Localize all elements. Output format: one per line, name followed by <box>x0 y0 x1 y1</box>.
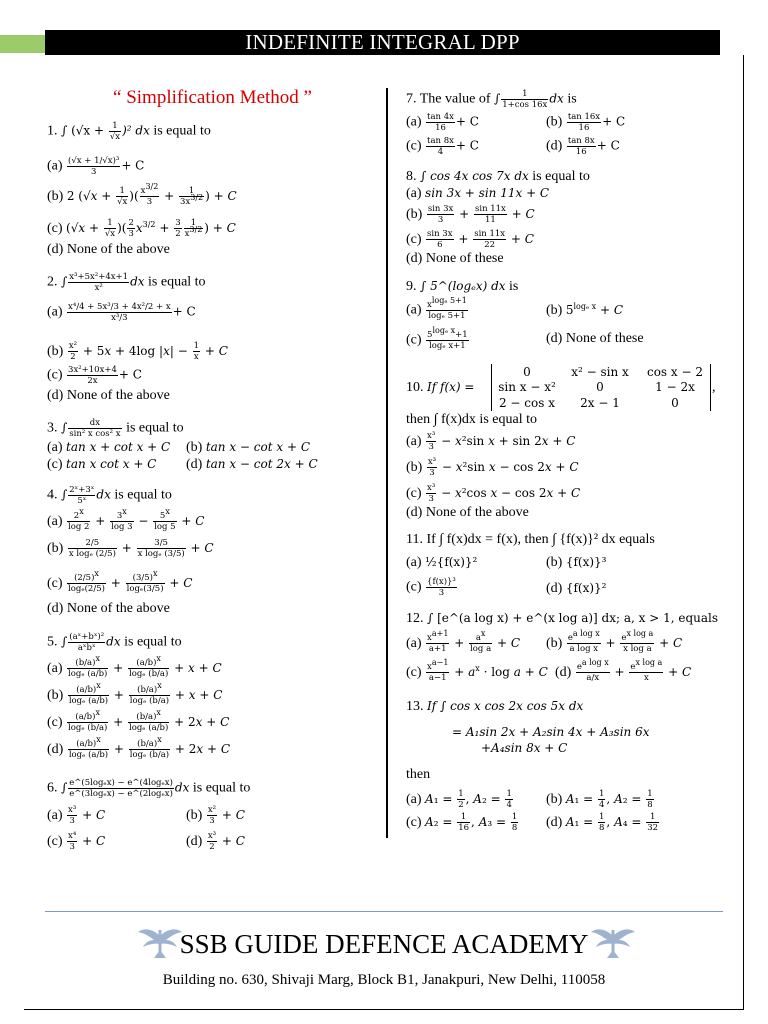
question-3-option-d: (d) tan x − cot 2x + C <box>186 457 318 472</box>
question-3-option-b: (b) tan x − cot x + C <box>186 440 311 455</box>
academy-address: Building no. 630, Shivaji Marg, Block B1, Janakpuri, New Delhi, 110058 <box>162 972 606 988</box>
question-3-option-a: (a) tan x + cot x + C <box>47 440 171 455</box>
question-7-option-c: (c) $\frac{\tan 8x}{4}$ + C <box>406 136 479 157</box>
matrix-cell: cos x − 2 <box>646 365 703 379</box>
question-10: 10. If f(x) = <box>406 380 475 395</box>
question-5-option-b: (b) $\frac{(a/b)^x}{\text{logₑ (a/b)}}$ + $\frac{(b/a)^x}{\text{logₑ (b/a)}}$ + x + C <box>47 681 223 706</box>
determinant-matrix <box>491 364 711 411</box>
question-1-option-c: (c) (√x + $\frac{1}{√x}$ )( $\frac{2}{3}$ $x^{3/2}$ + $\frac{3}{2}$ $\frac{1}{x^{3/2}}$ ) + C <box>47 218 236 239</box>
matrix-cell: 2x − 1 <box>580 396 620 410</box>
question-10-option-c: (c) $\frac{\text{x³}}{3}$ − x²cos x − cos 2x + C <box>406 483 581 504</box>
question-1-option-a: (a) $\frac{\text{(√x + 1/√x)³}}{3}$ + C <box>47 156 145 177</box>
question-10-option-b: (b) $\frac{\text{x³}}{3}$ − x²sin x − cos 2x + C <box>406 457 579 478</box>
question-12-option-b: (b) $\frac{e^{a log x}}{\text{a log x}}$ + $\frac{e^{x log a}}{\text{x log a}}$ + C <box>546 629 683 654</box>
question-7-option-d: (d) $\frac{\tan 8x}{16}$ + C <box>546 136 620 157</box>
question-1: 1. ∫ (√x + $\frac{1}{√x}$ )² dx is equal to <box>47 121 211 142</box>
question-12-option-d: (d) $\frac{e^{a log x}}{a/x}$ + $\frac{e^{x log a}}{x}$ + C <box>555 658 692 683</box>
question-8-option-a: (a) sin 3x + sin 11x + C <box>406 186 550 201</box>
question-4-option-b: (b) $\frac{2/5}{\text{x logₑ (2/5)}}$ + $\frac{3/5}{\text{x logₑ (3/5)}}$ + C <box>47 538 214 559</box>
question-10-then: then ∫ f(x)dx is equal to <box>406 412 537 427</box>
academy-name: SSB GUIDE DEFENCE ACADEMY <box>179 929 589 959</box>
question-4-option-c: (c) $\frac{(2/5)^x}{\text{logₑ(2/5)}}$ + $\frac{(3/5)^x}{\text{logₑ(3/5)}}$ + C <box>47 569 193 594</box>
question-13-then: then <box>406 767 431 782</box>
question-4-option-a: (a) $\frac{2^x}{\log 2}$ + $\frac{3^x}{\log 3}$ − $\frac{5^x}{\log 5}$ + C <box>47 507 205 532</box>
question-4-option-d: (d) None of the above <box>47 601 170 616</box>
question-11-option-c: (c) $\frac{\text{\{f(x)\}³}}{3}$ <box>406 577 456 598</box>
question-5: 5. ∫ (aˣ+bˣ)² aˣbˣ dx is equal to <box>47 632 182 653</box>
question-7-option-a: (a) $\frac{\tan 4x}{16}$ + C <box>406 112 479 133</box>
matrix-cell: 0 <box>596 380 604 394</box>
question-8: 8. ∫ cos 4x cos 7x dx is equal to <box>406 169 590 184</box>
column-divider <box>386 88 388 838</box>
question-3: 3. ∫ $\frac{dx}{\text{sin² x cos² x}}$ is equal to <box>47 418 184 439</box>
matrix-cell: sin x − x² <box>498 380 556 394</box>
question-11-option-d: (d) {f(x)}² <box>546 581 607 596</box>
question-5-option-a: (a) $\frac{(b/a)^x}{\text{logₑ (a/b)}}$ + $\frac{(a/b)^x}{\text{logₑ (b/a)}}$ + x + C <box>47 654 222 679</box>
question-10-option-a: (a) $\frac{\text{x³}}{3}$ − x²sin x + sin 2x + C <box>406 431 576 452</box>
academy-banner <box>0 924 768 964</box>
question-1-option-d: (d) None of the above <box>47 242 170 257</box>
matrix-cell: 0 <box>523 365 531 379</box>
footer-divider <box>45 911 723 912</box>
question-13-option-d: (d) A₁ = $\frac{1}{8}$ , A₄ = $\frac{1}{32}$ <box>546 812 659 833</box>
question-6-option-d: (d) $\frac{\text{x³}}{2}$ + C <box>186 831 245 852</box>
question-1-option-b: (b) 2 (√x + $\frac{1}{√x}$ )( $\frac{x^{3/2}}{3}$ + $\frac{1}{3x^{3/2}}$ ) + C <box>47 182 237 207</box>
question-2-option-d: (d) None of the above <box>47 388 170 403</box>
matrix-cell: x² − sin x <box>571 365 629 379</box>
question-13-option-a: (a) A₁ = $\frac{1}{2}$ , A₂ = $\frac{1}{4}$ <box>406 789 512 810</box>
question-2-option-a: (a) $\frac{\text{x⁴/4 + 5x³/3 + 4x²/2 + x}}{\text{x³/3}}$ + C <box>47 302 196 323</box>
green-tab-accent <box>0 35 45 53</box>
question-12-option-c: (c) $\frac{x^{a-1}}{a-1}$ + $a^x \cdot \log a + C$ <box>406 658 548 683</box>
question-6-option-c: (c) $\frac{\text{x⁴}}{3}$ + C <box>47 831 106 852</box>
question-2: 2. ∫ $\frac{\text{x³+5x²+4x+1}}{\text{x²}}$ dx is equal to <box>47 272 206 293</box>
question-9: 9. ∫ 5^(logₑx) dx is <box>406 279 519 294</box>
wings-emblem-icon <box>590 924 636 960</box>
question-8-option-b: (b) $\frac{\sin 3x}{3}$ + $\frac{\sin 11x}{11}$ + C <box>406 204 535 225</box>
question-2-option-b: (b) $\frac{\text{x²}}{2}$ + 5x + 4log |x| − $\frac{1}{x}$ + C <box>47 341 228 362</box>
question-13-option-b: (b) A₁ = $\frac{1}{4}$ , A₂ = $\frac{1}{8}$ <box>546 789 653 810</box>
question-8-option-d: (d) None of these <box>406 251 504 266</box>
question-13: 13. If ∫ cos x cos 2x cos 5x dx <box>406 699 584 714</box>
question-11-option-b: (b) {f(x)}³ <box>546 555 607 570</box>
question-7: 7. The value of ∫ $\frac{1}{1+\cos 16x}$ dx is <box>406 89 577 110</box>
question-3-option-c: (c) tan x cot x + C <box>47 457 157 472</box>
question-4: 4. ∫ $\frac{\text{2ˣ+3ˣ}}{\text{5ˣ}}$ dx is equal to <box>47 485 172 506</box>
question-6: 6. ∫ $\frac{\text{e\textasciicircum{}(5logₑx) − e\textasciicircum{}(4logₑx)}}{\text{e\textasciicircum{}(3logₑx) − e\textasciicircum{}(2logₑx)}}$ dx is equal to <box>47 778 251 799</box>
question-2-option-c: (c) $\frac{\text{3x²+10x+4}}{2x}$ + C <box>47 365 142 386</box>
matrix-cell: 0 <box>671 396 679 410</box>
question-13-line-3: +A₄sin 8x + C <box>481 741 568 755</box>
question-13-option-c: (c) A₂ = $\frac{1}{16}$ , A₃ = $\frac{1}{8}$ <box>406 812 518 833</box>
section-title: “ Simplification Method ” <box>113 87 312 108</box>
question-9-option-c: (c) $\frac{5^{log_e x}+1}{\text{logₑ x+1}}$ <box>406 326 468 351</box>
page-title: INDEFINITE INTEGRAL DPP <box>45 30 720 55</box>
matrix-cell: 1 − 2x <box>655 380 695 394</box>
question-10-option-d: (d) None of the above <box>406 505 529 520</box>
question-9-option-a: (a) $\frac{x^{log_e 5+1}}{\text{logₑ 5+1}}$ <box>406 296 467 321</box>
question-8-option-c: (c) $\frac{\sin 3x}{6}$ + $\frac{\sin 11x}{22}$ + C <box>406 229 534 250</box>
question-11-option-a: (a) ½{f(x)}² <box>406 555 478 570</box>
question-6-option-a: (a) $\frac{\text{x³}}{3}$ + C <box>47 805 106 826</box>
question-9-option-b: (b) $5^{log_e x} + C$ <box>546 302 623 318</box>
question-7-option-b: (b) $\frac{\tan 16x}{16}$ + C <box>546 112 626 133</box>
question-10-comma: , <box>712 380 716 395</box>
question-5-option-d: (d) $\frac{(a/b)^x}{\text{logₑ (a/b)}}$ + $\frac{(b/a)^x}{\text{logₑ (b/a)}}$ + 2x + C <box>47 735 231 760</box>
question-12-option-a: (a) $\frac{x^{a+1}}{a+1}$ + $\frac{a^x}{\text{log a}}$ + C <box>406 629 521 654</box>
question-11: 11. If ∫ f(x)dx = f(x), then ∫ {f(x)}² dx equals <box>406 532 655 547</box>
matrix-cell: 2 − cos x <box>498 396 555 410</box>
question-5-option-c: (c) $\frac{(a/b)^x}{\text{logₑ (b/a)}}$ + $\frac{(b/a)^x}{\text{logₑ (a/b)}}$ + 2x + C <box>47 708 230 733</box>
question-12: 12. ∫ [e^(a log x) + e^(x log a)] dx; a, x > 1, equals <box>406 611 719 626</box>
question-13-line-2: = A₁sin 2x + A₂sin 4x + A₃sin 6x <box>452 725 650 739</box>
question-9-option-d: (d) None of these <box>546 331 644 346</box>
question-6-option-b: (b) $\frac{\text{x²}}{3}$ + C <box>186 805 245 826</box>
